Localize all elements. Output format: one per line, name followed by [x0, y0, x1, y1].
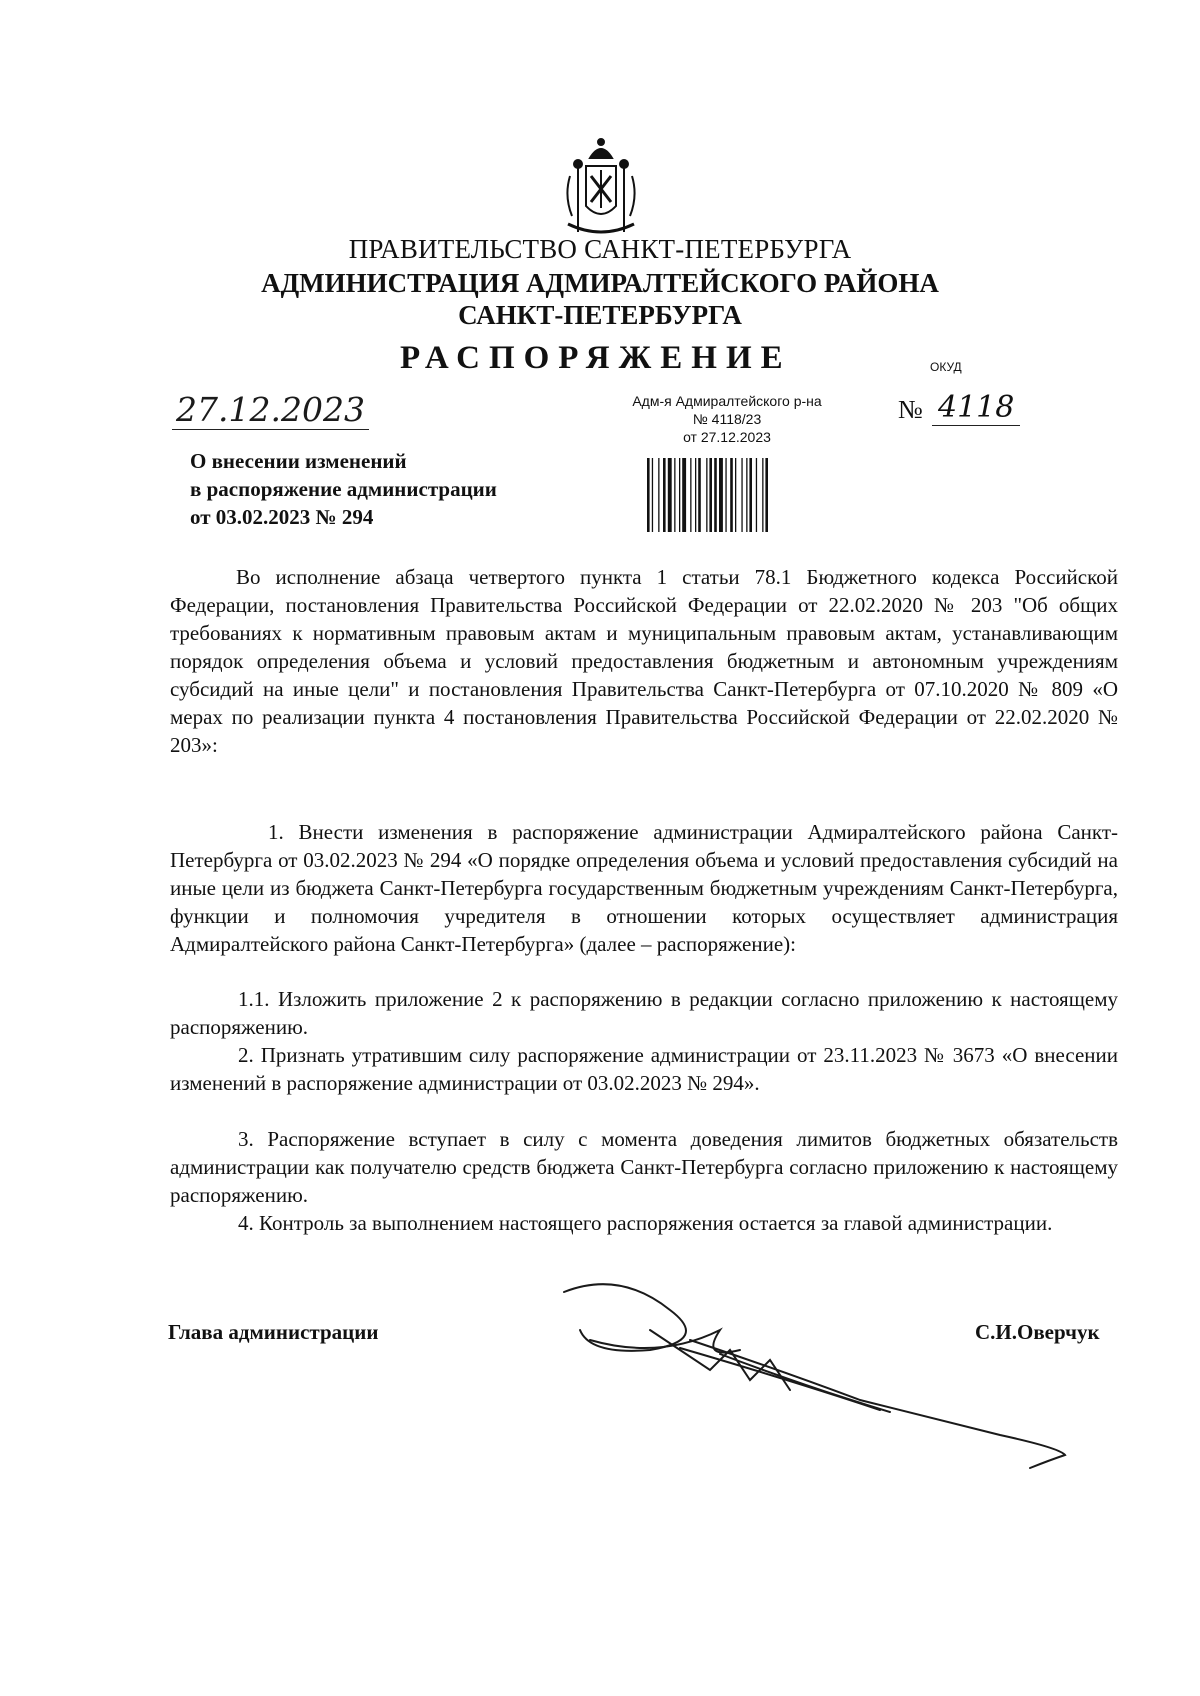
handwritten-signature-icon	[560, 1270, 1080, 1480]
number-sign: №	[898, 395, 923, 424]
handwritten-number: 4118	[932, 390, 1020, 426]
item-1-paragraph: 1. Внести изменения в распоряжение администрации Адмиралтейского района Санкт-Петербурга от 03.02.2023 № 294 «О порядке определения объема и условий предоставления субсидий на иные цели из бюджета Санкт-Петербурга государственным бюджетным учреждениям Санкт-Петербурга, функции и полномочия учредителя в отношении которых осуществляет администрация Адмиралтейского района Санкт-Петербурга» (далее – распоряжение):	[170, 820, 1118, 956]
okud-label: ОКУД	[930, 360, 962, 374]
document-subject	[190, 447, 497, 531]
administration-heading: АДМИНИСТРАЦИЯ АДМИРАЛТЕЙСКОГО РАЙОНА	[261, 268, 939, 298]
item-4-paragraph: 4. Контроль за выполнением настоящего распоряжения остается за главой администрации.	[238, 1211, 1053, 1235]
handwritten-date: 27.12.2023	[172, 390, 369, 430]
document-type-title: РАСПОРЯЖЕНИЕ	[400, 340, 792, 376]
government-heading: ПРАВИТЕЛЬСТВО САНКТ-ПЕТЕРБУРГА	[348, 234, 852, 264]
registration-stamp-line: Адм-я Адмиралтейского р-на	[632, 393, 822, 409]
item-1-1-paragraph: 1.1. Изложить приложение 2 к распоряжению в редакции согласно приложению к настоящему распоряжению.	[170, 987, 1118, 1039]
registration-stamp-line: от 27.12.2023	[683, 429, 771, 445]
city-heading: САНКТ-ПЕТЕРБУРГА	[458, 300, 742, 330]
item-2-paragraph: 2. Признать утратившим силу распоряжение администрации от 23.11.2023 № 3673 «О внесении изменений в распоряжение администрации от 03.02.2023 № 294».	[170, 1043, 1118, 1095]
item-3-paragraph: 3. Распоряжение вступает в силу с момента доведения лимитов бюджетных обязательств администрации как получателю средств бюджета Санкт-Петербурга согласно приложению к настоящему распоряжению.	[170, 1127, 1118, 1207]
preamble-paragraph: Во исполнение абзаца четвертого пункта 1 статьи 78.1 Бюджетного кодекса Российской Федерации, постановления Правительства Российской Федерации от 22.02.2020 № 203 "Об общих требованиях к нормативным правовым актам и муниципальным правовым актам, устанавливающим порядок определения объема и условий предоставления бюджетным и автономным учреждениям субсидий на иные цели" и постановления Правительства Санкт-Петербурга от 07.10.2020 № 809 «О мерах по реализации пункта 4 постановления Правительства Российской Федерации от 22.02.2020 № 203»:	[170, 565, 1118, 757]
subject-line: в распоряжение администрации	[190, 477, 497, 501]
registration-stamp-line: № 4118/23	[692, 411, 762, 427]
spb-coat-of-arms-icon	[560, 136, 642, 240]
barcode-icon	[645, 458, 805, 532]
subject-line: от 03.02.2023 № 294	[190, 505, 374, 529]
signatory-role: Глава администрации	[168, 1320, 379, 1344]
subject-line: О внесении изменений	[190, 449, 407, 473]
signatory-name: С.И.Оверчук	[975, 1320, 1100, 1344]
registration-stamp	[612, 392, 842, 446]
